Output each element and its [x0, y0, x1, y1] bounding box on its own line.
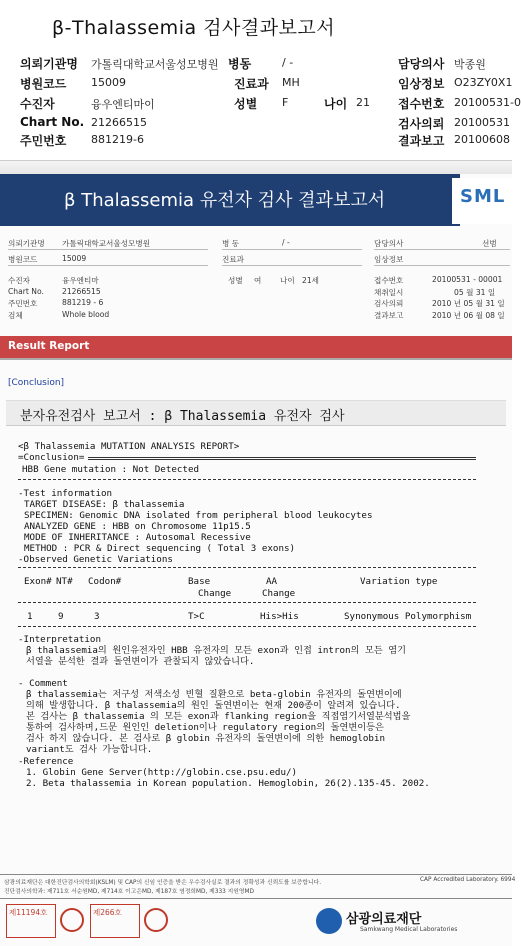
- info-spec-label: 검체: [8, 311, 23, 320]
- interpretation-line-2: 서열을 분석한 결과 돌연변이가 관찰되지 않았습니다.: [26, 656, 255, 667]
- info-code-value: 15009: [62, 254, 87, 263]
- conclusion-heading: =Conclusion=: [18, 452, 85, 463]
- stamp-1: [6, 904, 56, 938]
- info-ward-label: 병 동: [222, 239, 240, 248]
- sex-label: 성별: [234, 97, 258, 111]
- conclusion-tag: [Conclusion]: [8, 378, 65, 388]
- report-title: β Thalassemia 유전자 검사 결과보고서: [64, 190, 386, 211]
- variations-heading: -Observed Genetic Variations: [18, 554, 173, 565]
- info-spec-value: Whole blood: [62, 310, 110, 319]
- cell-exon: 1: [27, 611, 33, 622]
- th-variation: Variation type: [360, 576, 438, 587]
- th-codon: Codon#: [88, 576, 122, 587]
- cell-aa: His>His: [260, 611, 299, 622]
- th-base: Base: [188, 576, 211, 587]
- receipt-value: 20100531-0: [454, 96, 521, 109]
- comment-line-3: 본 검사는 β thalassemia 의 모든 exon과 flanking region을 직접염기서열분석법을: [26, 711, 411, 722]
- ward-label: 병동: [228, 57, 252, 71]
- info-rrn-label: 주민번호: [8, 299, 38, 308]
- th-exon: Exon#: [24, 576, 52, 587]
- test-info-heading: -Test information: [18, 488, 113, 499]
- footer-cap: CAP Accredited Laboratory. 6994: [420, 877, 516, 883]
- age-value: 21: [356, 96, 370, 109]
- request-value: 20100531: [454, 116, 510, 129]
- info-clin-label: 임상정보: [374, 255, 404, 264]
- inst-label: 의뢰기관명: [20, 57, 78, 71]
- section-title: 분자유전검사 보고서 : β Thalassemia 유전자 검사: [20, 409, 345, 424]
- info-doc-value: 선범: [482, 239, 497, 248]
- info-rrn-value: 881219 - 6: [62, 298, 104, 307]
- chart-label: Chart No.: [20, 115, 85, 129]
- dept-value: MH: [282, 76, 300, 89]
- info-sex-label: 성별: [228, 276, 243, 285]
- interpretation-line-1: β thalassemia의 원인유전자인 HBB 유전자의 모든 exon과 인접 intron의 모든 염기: [26, 645, 406, 656]
- comment-heading: - Comment: [18, 678, 68, 689]
- info-recv-value: 20100531 - 00001: [432, 275, 503, 284]
- th-aa: AA: [266, 576, 278, 587]
- page-title: β-Thalassemia 검사결과보고서: [52, 17, 336, 39]
- info-inst-value: 가톨릭대학교서울성모병원: [62, 239, 151, 248]
- org-name: 삼광의료재단: [346, 912, 422, 927]
- samkwang-logo-icon: [316, 908, 342, 934]
- report-date-label: 결과보고: [398, 134, 445, 148]
- stamp-2: [90, 904, 140, 938]
- comment-line-2: 의해 발생합니다. β thalassemia의 원인 돌연변이는 현재 200종이 알려져 있습니다.: [26, 700, 401, 711]
- report-header: [0, 0, 521, 160]
- info-doc-label: 담당의사: [374, 239, 404, 248]
- info-chart-label: Chart No.: [8, 287, 44, 296]
- doctor-label: 담당의사: [398, 57, 445, 71]
- target-disease: TARGET DISEASE: β thalassemia: [24, 499, 185, 510]
- info-chart-value: 21266515: [62, 287, 101, 296]
- reference-1: 1. Globin Gene Server(http://globin.cse.psu.edu/): [26, 767, 298, 778]
- info-rep-value: 2010 년 06 월 08 일: [432, 311, 505, 320]
- inheritance: MODE OF INHERITANCE : Autosomal Recessive: [24, 532, 251, 543]
- info-inst-label: 의뢰기관명: [8, 239, 45, 248]
- specimen: SPECIMEN: Genomic DNA isolated from peripheral blood leukocytes: [24, 510, 373, 521]
- patient-value: 융우엔티마이: [91, 98, 155, 111]
- code-value: 15009: [91, 76, 126, 89]
- comment-line-5: 검사 하지 않습니다. 본 검사로 β globin 유전자의 돌연변이에 의한 hemoglobin: [26, 733, 386, 744]
- stamp-2-text: 제266호: [93, 908, 122, 917]
- reference-heading: -Reference: [18, 756, 74, 767]
- info-draw-value: 05 월 31 일: [454, 288, 496, 297]
- clinical-value: O23ZY0X1: [454, 76, 513, 89]
- receipt-label: 접수번호: [398, 97, 445, 111]
- footer-note-2: 진단검사의학과: 제711호 서순원MD, 제714호 이고은MD, 제187호 염정희MD, 제333 지원영MD: [4, 889, 254, 895]
- cell-codon: 3: [94, 611, 100, 622]
- age-label: 나이: [324, 97, 348, 111]
- info-rep-label: 결과보고: [374, 311, 404, 320]
- patient-label: 수진자: [20, 97, 55, 111]
- info-name-label: 수진자: [8, 276, 31, 285]
- comment-line-4: 통하여 검사하며,드문 원인인 deletion이나 regulatory region의 돌연변이등은: [26, 722, 384, 733]
- code-label: 병원코드: [20, 77, 67, 91]
- th-base-change: Change: [198, 588, 232, 599]
- sex-value: F: [282, 96, 289, 109]
- rrn-label: 주민번호: [20, 134, 67, 148]
- rrn-value: 881219-6: [91, 133, 144, 146]
- th-aa-change: Change: [262, 588, 296, 599]
- clinical-label: 임상정보: [398, 77, 445, 91]
- seal-1: [60, 908, 84, 932]
- info-age-value: 21세: [302, 276, 319, 285]
- cell-nt: 9: [58, 611, 64, 622]
- sml-logo: SML: [460, 186, 506, 207]
- footer-note-1: 삼광의료재단은 대한진단검사의학회(KSLM) 및 CAP의 신임 인증을 받은 우수검사실로 결과의 정확성과 신뢰도를 보증합니다.: [4, 880, 322, 886]
- analyzed-gene: ANALYZED GENE : HBB on Chromosome 11p15.5: [24, 521, 251, 532]
- org-sub: Samkwang Medical Laboratories: [360, 926, 458, 933]
- dept-label: 진료과: [234, 77, 269, 91]
- info-req-value: 2010 년 05 월 31 일: [432, 299, 505, 308]
- info-name-value: 융우엔티마: [62, 276, 99, 285]
- info-dept-label: 진료과: [222, 255, 245, 264]
- report-date-value: 20100608: [454, 133, 510, 146]
- report-heading: <β Thalassemia MUTATION ANALYSIS REPORT>: [18, 441, 240, 452]
- stamp-1-text: 제11194호: [9, 908, 48, 917]
- chart-value: 21266515: [91, 116, 147, 129]
- reference-2: 2. Beta thalassemia in Korean population. Hemoglobin, 26(2).135-45. 2002.: [26, 778, 430, 789]
- request-label: 검사의뢰: [398, 117, 445, 131]
- inst-value: 가톨릭대학교서울성모병원: [91, 58, 219, 71]
- cell-base: T>C: [188, 611, 205, 622]
- seal-2: [144, 908, 168, 932]
- cell-variation: Synonymous Polymorphism: [344, 611, 472, 622]
- info-req-label: 검사의뢰: [374, 299, 404, 308]
- info-sex-value: 여: [254, 276, 262, 285]
- divider: [0, 160, 512, 174]
- result-report-label: Result Report: [8, 340, 90, 352]
- info-recv-label: 접수번호: [374, 276, 404, 285]
- info-age-label: 나이: [280, 276, 295, 285]
- interpretation-heading: -Interpretation: [18, 634, 101, 645]
- comment-line-1: β thalassemia는 저구성 저색소성 빈혈 질환으로 beta-globin 유전자의 돌연변이에: [26, 689, 402, 700]
- info-draw-label: 채취일시: [374, 288, 404, 297]
- method: METHOD : PCR & Direct sequencing ( Total 3 exons): [24, 543, 296, 554]
- scanned-report: [0, 174, 516, 946]
- doctor-value: 박종원: [454, 58, 486, 71]
- th-nt: NT#: [56, 576, 73, 587]
- ward-value: / -: [282, 56, 294, 69]
- info-ward-value: / -: [282, 238, 290, 247]
- info-code-label: 병원코드: [8, 255, 38, 264]
- comment-line-6: variant도 검사 가능합니다.: [26, 744, 153, 755]
- mutation-result: HBB Gene mutation : Not Detected: [22, 464, 200, 475]
